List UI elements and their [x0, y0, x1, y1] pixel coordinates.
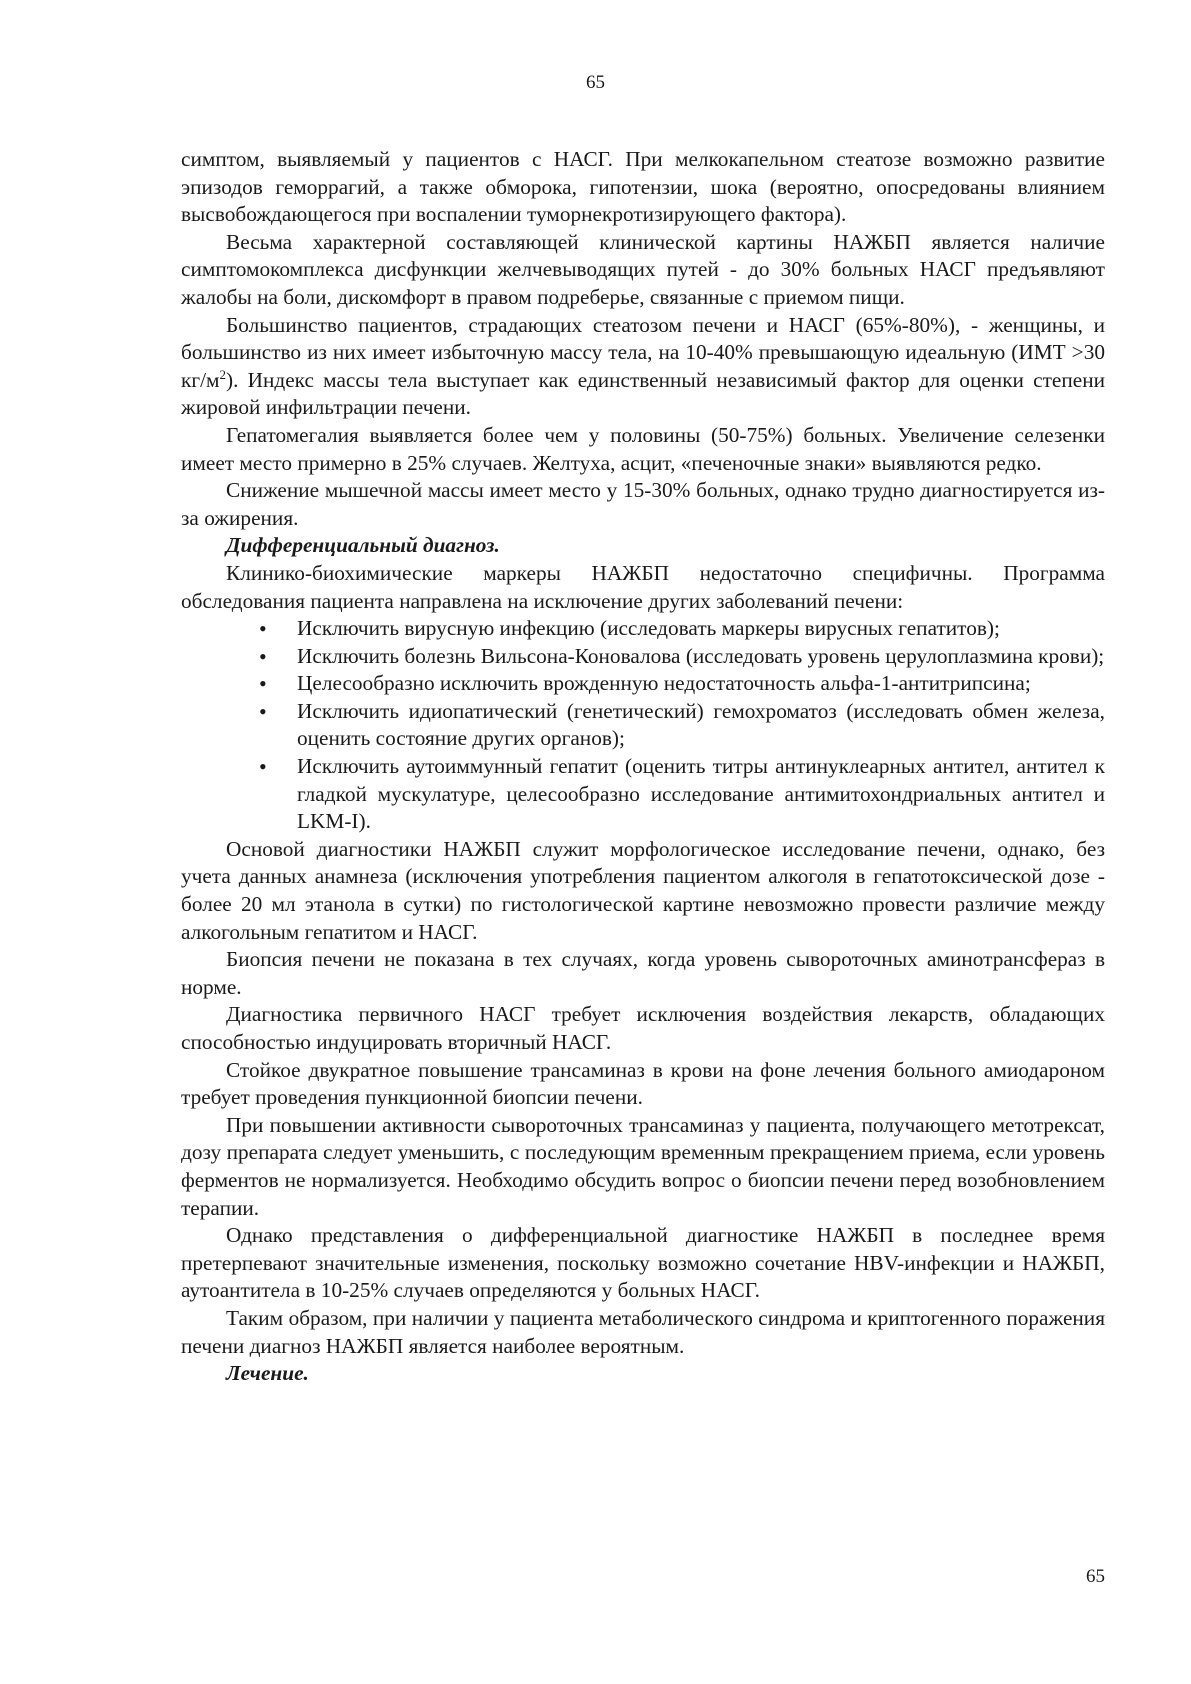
- paragraph-methotrexate: При повышении активности сывороточных трансаминаз у пациента, получающего метотрексат, дозу препарата следует уменьшить, с последующим временным прекращением приема, если уровень ферментов не нормализуется. Необходимо обсудить вопрос о биопсии печени перед возобновлением терапии.: [181, 1112, 1105, 1220]
- paragraph-biliary-dysfunction: Весьма характерной составляющей клинической картины НАЖБП является наличие симптомокомплекса дисфункции желчевыводящих путей - до 30% больных НАСГ предъявляют жалобы на боли, дискомфорт в правом подреберье, связанные с приемом пищи.: [181, 229, 1105, 309]
- paragraph-biopsy: Биопсия печени не показана в тех случаях, когда уровень сывороточных аминотрансфераз в норме.: [181, 947, 1105, 999]
- bmi-text-end: ). Индекс массы тела выступает как единственный независимый фактор для оценки степени жировой инфильтрации печени.: [181, 367, 1105, 420]
- paragraph-conclusion: Таким образом, при наличии у пациента метаболического синдрома и криптогенного поражения печени диагноз НАЖБП является наиболее вероятным.: [181, 1305, 1105, 1358]
- heading-differential-diagnosis: Дифференциальный диагноз.: [226, 533, 500, 558]
- paragraph-symptoms: симптом, выявляемый у пациентов с НАСГ. При мелкокапельном стеатозе возможно развитие эпизодов геморрагий, а также обморока, гипотензии, шока (вероятно, опосредованы влиянием высвобождающегося при воспалении туморнекротизирующего фактора).: [181, 147, 1105, 227]
- paragraph-hbv: Однако представления о дифференциальной диагностике НАЖБП в последнее время претерпевают значительные изменения, поскольку возможно сочетание HBV-инфекции и НАЖБП, аутоантитела в 10-25% случаев определяются у больных НАСГ.: [181, 1223, 1105, 1303]
- paragraph-primary-nash: Диагностика первичного НАСГ требует исключения воздействия лекарств, обладающих способностью индуцировать вторичный НАСГ.: [181, 1002, 1105, 1054]
- text-body: [181, 146, 1105, 1388]
- paragraph-morphology: Основой диагностики НАЖБП служит морфологическое исследование печени, однако, без учета данных анамнеза (исключения употребления пациентом алкоголя в гепатотоксической дозе - более 20 мл этанола в сутки) по гистологической картине невозможно провести различие между алкогольным гепатитом и НАСГ.: [181, 836, 1105, 944]
- bmi-superscript: 2: [219, 366, 226, 382]
- exclusion-list: [181, 615, 1105, 836]
- page-number-bottom: 65: [1086, 1566, 1105, 1587]
- list-item: • Исключить болезнь Вильсона-Коновалова (исследовать уровень церулоплазмина крови);: [297, 643, 1105, 671]
- paragraph-amiodarone: Стойкое двукратное повышение трансаминаз в крови на фоне лечения больного амиодароном требует проведения пункционной биопсии печени.: [181, 1057, 1105, 1110]
- heading-treatment: Лечение.: [226, 1361, 309, 1386]
- page-number-top: 65: [586, 72, 605, 93]
- list-item: • Исключить аутоиммунный гепатит (оценить титры антинуклеарных антител, антител к гладкой мускулатуре, целесообразно исследование антимитохондриальных антител и LKM-I).: [297, 753, 1105, 836]
- bmi-text-start: Большинство пациентов, страдающих стеатозом печени и НАСГ (65%-80%), - женщины, и большинство из них имеет избыточную массу тела, на 10-40% превышающую идеальную (ИМТ >30 кг/м: [181, 312, 1105, 392]
- paragraph-hepatomegaly: Гепатомегалия выявляется более чем у половины (50-75%) больных. Увеличение селезенки имеет место примерно в 25% случаев. Желтуха, асцит, «печеночные знаки» выявляются редко.: [181, 422, 1105, 475]
- list-item: • Исключить идиопатический (генетический) гемохроматоз (исследовать обмен железа, оценить состояние других органов);: [297, 698, 1105, 753]
- paragraph-patients-bmi: [181, 312, 1105, 422]
- list-item: • Целесообразно исключить врожденную недостаточность альфа-1-антитрипсина;: [297, 670, 1105, 698]
- paragraph-markers: Клинико-биохимические маркеры НАЖБП недостаточно специфичны. Программа обследования пациента направлена на исключение других заболеваний печени:: [181, 560, 1105, 613]
- list-item: • Исключить вирусную инфекцию (исследовать маркеры вирусных гепатитов);: [297, 615, 1105, 643]
- paragraph-muscle-mass: Снижение мышечной массы имеет место у 15-30% больных, однако трудно диагностируется из-за ожирения.: [181, 478, 1105, 530]
